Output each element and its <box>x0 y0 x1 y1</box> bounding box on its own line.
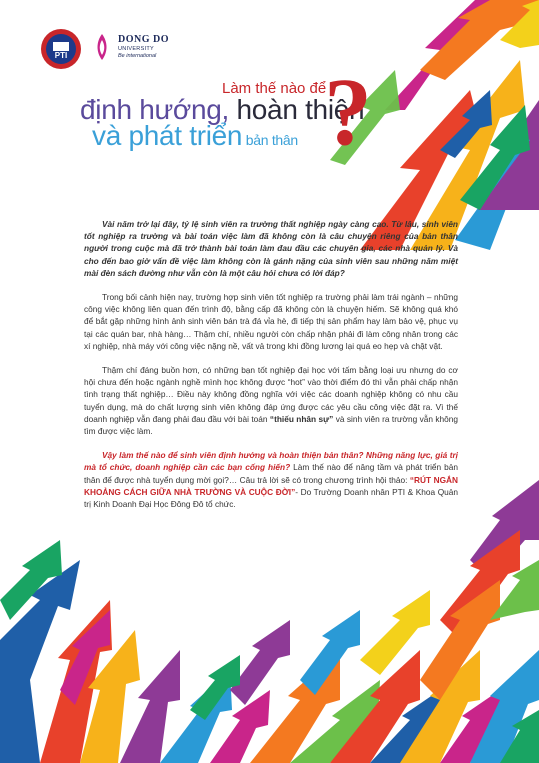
article-body <box>84 218 458 522</box>
paragraph-4 <box>84 449 458 510</box>
page-title <box>0 0 539 165</box>
dongdo-university: UNIVERSITY <box>118 46 155 52</box>
paragraph-3 <box>84 364 458 437</box>
title-line-3b: bản thân <box>242 132 298 148</box>
pti-logo-text: PTI <box>54 51 68 60</box>
title-line-1: Làm thế nào để <box>222 80 327 97</box>
para4-text-b: - Do Trường Doanh nhân PTI & Khoa Quản trị Kinh Doanh Đại Học Đông Đô tổ chức. <box>84 486 458 510</box>
para4-red-question: Vậy làm thế nào để sinh viên định hướng và hoàn thiện bản thân? Những năng lực, giá trị mà tổ chức, doanh nghiệp cần các bạn cống hiến? <box>84 450 458 473</box>
para3-text-b: và sinh viên ra trường vẫn không tìm được việc làm. <box>84 413 458 437</box>
title-line-3a: và phát triển <box>92 120 243 151</box>
para3-bold: “thiếu nhân sự” <box>269 413 334 424</box>
dongdo-slogan: Be international <box>118 52 157 59</box>
title-line-2b: hoàn thiện <box>229 94 365 125</box>
title-line-3 <box>92 120 298 152</box>
para4-text-a: Làm thế nào để nâng tầm và phát triển bản thân để được nhà tuyển dụng mời gọi?… Câu trả lời sẽ có trong chương trình hội thảo: <box>84 462 458 485</box>
intro-paragraph: Vài năm trở lại đây, tỷ lệ sinh viên ra trường thất nghiệp ngày càng cao. Từ lâu, sinh viên tốt nghiệp ra trường và bài toán việc làm đã không còn là câu chuyện riêng của bản thân người trong cuộc mà đã trở thành bài toán làm đau đầu các chuyên gia, các nhà quản lý. Và cho đến bao giờ vấn đề việc làm không còn là gánh nặng của sinh viên sau những năm miệt mài đèn sách đường như vẫn còn là một câu hỏi chưa có lời đáp? <box>84 219 458 278</box>
para4-seminar-title: “RÚT NGẮN KHOẢNG CÁCH GIỮA NHÀ TRƯỜNG VÀ CUỘC ĐỜI” <box>84 474 459 497</box>
title-line-2a: định hướng, <box>80 94 230 125</box>
dongdo-name: DONG DO <box>118 34 169 45</box>
question-mark: ? <box>324 58 372 165</box>
para3-text-a: Thậm chí đáng buồn hơn, có những bạn tốt nghiệp đại học với tấm bằng loại ưu nhưng do cơ hội chưa đến hoặc ngành nghề mình học không được “hot” vào thời điểm đó thì vẫn phải chấp nhận tình trạng thất nghiệp… Điều này không đồng nghĩa với việc các doanh nghiệp không có nhu cầu tuyển dụng, mà do chất lượng sinh viên không đáp ứng được các yêu cầu công việc đặt ra. Vì thế doanh nghiệp vẫn đang phải đau đầu với bài toán <box>84 365 458 424</box>
paragraph-2: Trong bối cảnh hiện nay, trường hợp sinh viên tốt nghiệp ra trường phải làm trái ngành – những công việc không liên quan đến trình độ, bằng cấp đã không còn là chuyện hiếm. Sẽ không quá khó để bắt gặp những hình ảnh sinh viên bán trà đá vỉa hè, đi tiếp thị sản phẩm hay làm bảo vệ, phục vụ tại các quán bar, nhà hàng… Thậm chí, nhiều người còn chấp nhận phải đi làm công nhân trong các xí nghiệp, nhà máy với công việc nặng nề, vất vả trong khi đồng lương lại quá eo hẹp và chật vật. <box>84 292 458 351</box>
